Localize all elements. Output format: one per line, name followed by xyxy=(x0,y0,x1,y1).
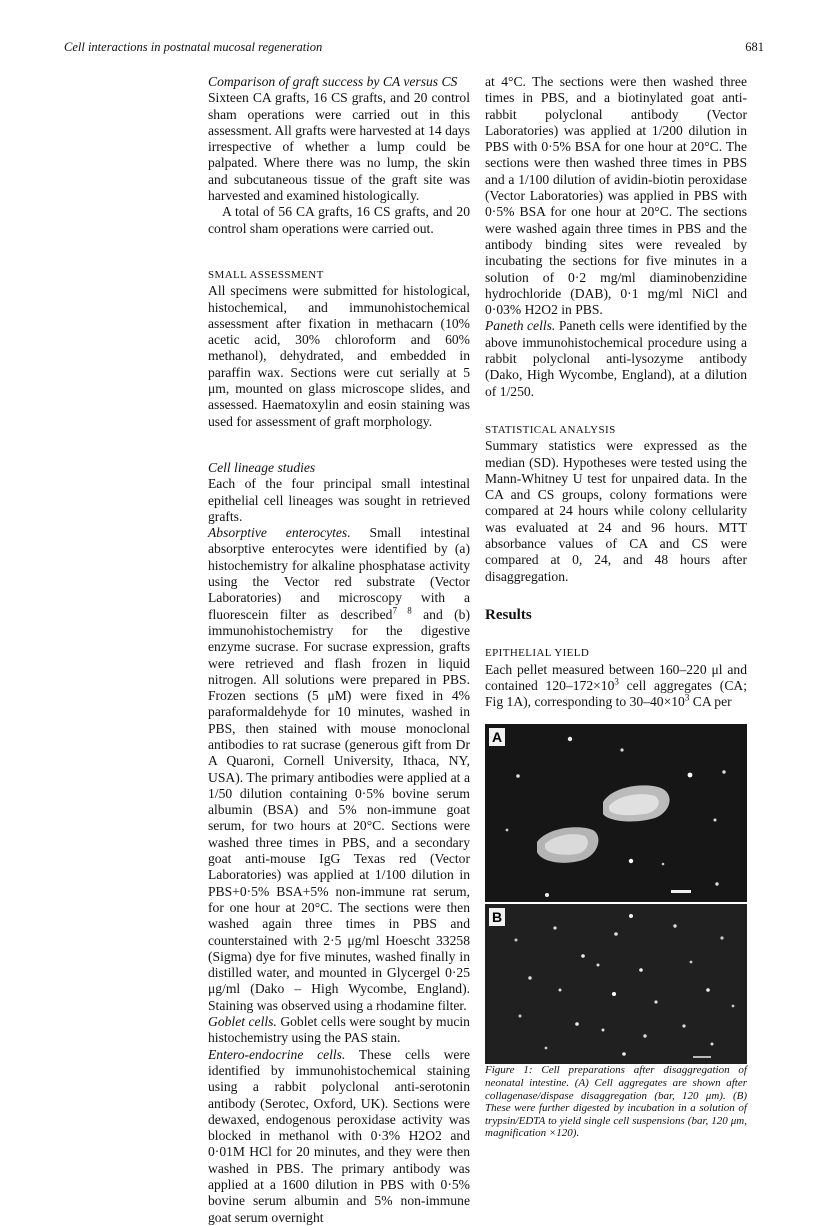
text-absorptive-2: and (b) immunohistochemistry for the digestive enzyme sucrase. For sucrase expression, grafts were retrieved and flash frozen in liquid nitrogen. All solutions were prepared in PBS. Frozen sections (5 μM) were fixed in 4% paraformaldehyde for 10 minutes, washed in PBS, then stained with mouse monoclonal antibodies to rat sucrase (generous gift from Dr A Quaroni, Cornell University, Ithaca, NY, USA). The primary antibodies were applied at a 1/50 dilution containing 0·5% bovine serum albumin (BSA) and 5% non-immune goat serum, for two hours at 20°C. Sections were washed three times in PBS, and a secondary goat anti-mouse IgG Texas red (Vector Laboratories) was applied at 1/100 dilution in PBS+0·5% BSA+5% non-immune rat serum, for one hour at 20°C. The sections were then washed again three times in PBS and counterstained with 2·5 μg/ml Hoescht 33258 (Sigma) dye for five minutes, washed finally in distilled water, and mounted in Glycergel 0·25 μg/ml (Dako – High Wycombe, England). Staining was observed using a rhodamine filter. xyxy=(208,606,470,1013)
paragraph-statistical-analysis: Summary statistics were expressed as the median (SD). Hypotheses were tested using the Mann-Whitney U test for unpaired data. In the CA and CS groups, colony formations were compared at 24 hours while colony cellularity was evaluated at 24 and 96 hours. MTT absorbance values of CA and CS were compared at 0, 24, and 48 hours after disaggregation. xyxy=(485,438,747,584)
micrograph-b-image xyxy=(485,904,747,1064)
section-heading-graft-success: Comparison of graft success by CA versus CS xyxy=(208,74,458,89)
text-entero-endocrine: These cells were identified by immunohistochemical staining using a rabbit polyclonal anti-serotonin antibody (Serotec, Oxford, UK). Sections were dewaxed, endogenous peroxidase activity was blocked in methanol with 0·3% H2O2 and 0·01M HCl for 20 minutes, and they were then washed in PBS. The primary antibody was applied at a 1600 dilution in PBS with 0·5% bovine serum albumin and 5% non-immune goat serum overnight xyxy=(208,1046,470,1225)
lead-paneth-cells: Paneth cells. xyxy=(485,318,556,334)
section-heading-statistical-analysis: STATISTICAL ANALYSIS xyxy=(485,423,616,436)
micrograph-a-image xyxy=(485,724,747,902)
text-goblet: Goblet cells were sought by mucin histochemistry using the PAS stain. xyxy=(208,1014,470,1046)
left-column xyxy=(208,74,470,1226)
text-yield-2: cell aggregates (CA; Fig 1A), corresponding to 30–40×10 xyxy=(485,677,747,710)
paragraph-paneth-cells xyxy=(485,318,747,399)
panel-label-a: A xyxy=(489,728,505,746)
paragraph-cell-lineage: Each of the four principal small intestinal epithelial cell lineages was sought in retrieved grafts. xyxy=(208,476,470,524)
exponent-2: 3 xyxy=(684,692,690,703)
section-heading-cell-lineage: Cell lineage studies xyxy=(208,459,316,475)
paragraph-continued: at 4°C. The sections were then washed three times in PBS, and a biotinylated goat anti-rabbit polyclonal antibody (Vector Laboratories) was applied at 1/200 dilution in PBS with 0·5% BSA for one hour at 20°C. The sections were then washed three times in PBS and a 1/100 dilution of avidin-biotin peroxidase (Vector Laboratories) was applied in PBS with 0·5% BSA for one hour at 20°C. The sections were washed again three times in PBS and the antibody binding sites were revealed by incubating the sections for five minutes in a solution of 0·2 mg/ml diaminobenzidine hydrochloride (DAB), 0·1 mg/ml NiCl and 0·03% H2O2 in PBS. xyxy=(485,74,747,318)
paragraph-goblet-cells xyxy=(208,1014,470,1047)
lead-goblet-cells: Goblet cells. xyxy=(208,1014,277,1030)
paragraph-graft-success: Sixteen CA grafts, 16 CS grafts, and 20 control sham operations were carried out in this assessment. All grafts were harvested at 14 days irrespective of whether a lump could be palpated. Where there was no lump, the skin and subcutaneous tissue of the graft site was harvested and examined histologically. xyxy=(208,90,470,204)
paragraph-entero-endocrine xyxy=(208,1047,470,1226)
right-column xyxy=(485,74,747,1140)
paragraph-graft-total: A total of 56 CA grafts, 16 CS grafts, and 20 control sham operations were carried out. xyxy=(208,204,470,236)
micrograph-panel-a xyxy=(485,724,747,902)
section-heading-results: Results xyxy=(485,606,532,623)
reference-superscript: 7 8 xyxy=(392,605,412,616)
figure-caption: Figure 1: Cell preparations after disaggregation of neonatal intestine. (A) Cell aggregates are shown after collagenase/dispase disaggregation (bar, 120 μm). (B) These were further digested by incubation in a solution of trypsin/EDTA to yield single cell suspensions (bar, 120 μm, magnification ×120). xyxy=(485,1064,747,1140)
running-head-title: Cell interactions in postnatal mucosal regeneration xyxy=(64,40,323,54)
text-yield-3: CA per xyxy=(689,694,732,710)
page-number: 681 xyxy=(745,40,764,54)
paragraph-absorptive-enterocytes xyxy=(208,525,470,1014)
text-yield-1: Each pellet measured between 160–220 μl and contained 120–172×10 xyxy=(485,661,747,693)
lead-absorptive-enterocytes: Absorptive enterocytes. xyxy=(208,525,351,541)
running-head xyxy=(64,40,764,58)
paragraph-small-assessment: All specimens were submitted for histological, histochemical, and immunohistochemical assessment after fixation in methacarn (10% acetic acid, 30% chloroform and 60% methanol), dehydrated, and embedded in paraffin wax. Sections were cut serially at 5 μm, mounted on glass microscope slides, and assessed. Haematoxylin and eosin staining was used for assessment of graft morphology. xyxy=(208,283,470,429)
micrograph-panel-b xyxy=(485,904,747,1064)
section-heading-epithelial-yield: EPITHELIAL YIELD xyxy=(485,647,590,660)
text-absorptive-1: Small intestinal absorptive enterocytes were identified by (a) histochemistry for alkaline phosphatase activity using the Vector red substrate (Vector Laboratories) and microscopy with a fluorescein filter as described xyxy=(208,525,470,622)
paragraph-epithelial-yield xyxy=(485,662,747,711)
lead-entero-endocrine: Entero-endocrine cells. xyxy=(208,1046,346,1062)
section-heading-small-assessment: SMALL ASSESSMENT xyxy=(208,268,324,281)
text-paneth: Paneth cells were identified by the above immunohistochemical procedure using a rabbit polyclonal anti-lysozyme antibody (Dako, High Wycombe, England), at a dilution of 1/250. xyxy=(485,318,747,399)
panel-label-b: B xyxy=(489,908,505,926)
exponent-1: 3 xyxy=(614,676,619,687)
figure-1 xyxy=(485,724,747,1140)
